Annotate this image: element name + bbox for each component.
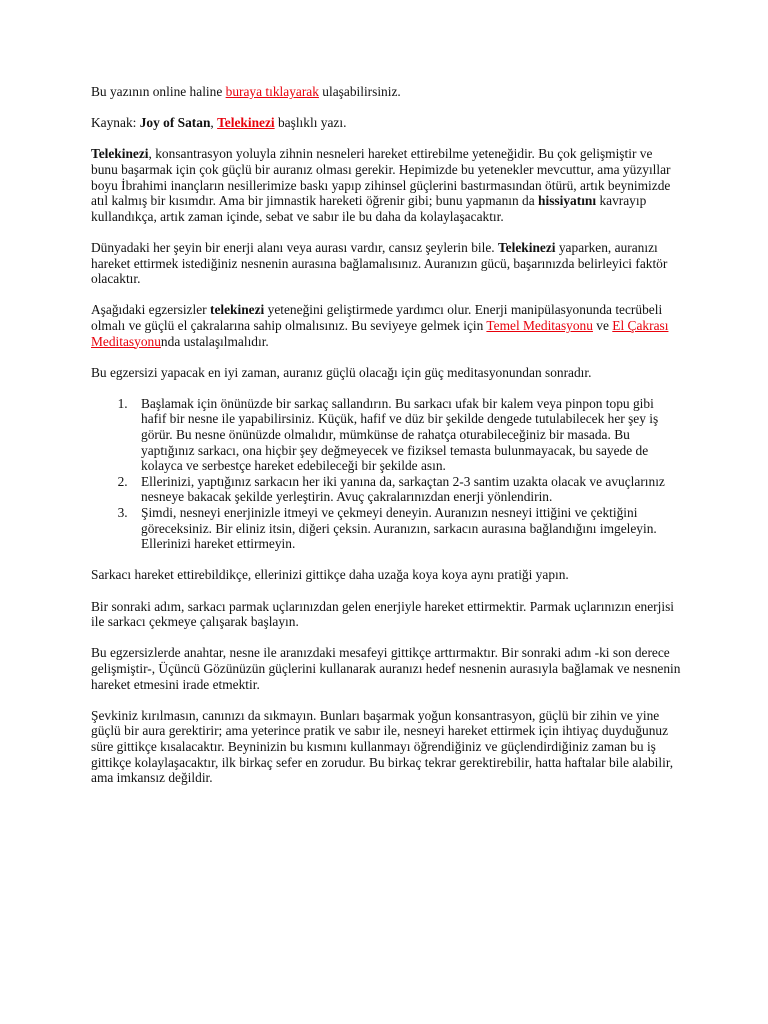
telekinezi-source-link-text: Telekinezi <box>217 115 275 131</box>
exercises-text: Aşağıdaki egzersizler <box>91 302 210 318</box>
steps-list <box>91 396 681 552</box>
term-telekinezi: Telekinezi <box>91 146 149 162</box>
energy-paragraph <box>91 240 681 287</box>
next-step-paragraph: Bir sonraki adım, sarkacı parmak uçlarınızdan gelen enerjiyle hareket ettirmektir. Parmak uçlarınızın enerjisi ile sarkacı çekmeye çalışarak başlayın. <box>91 598 675 630</box>
timing-paragraph: Bu egzersizi yapacak en iyi zaman, auranız güçlü olacağı için güç meditasyonundan sonradır. <box>91 364 592 380</box>
telekinezi-source-link[interactable] <box>217 115 275 130</box>
temel-meditasyonu-link[interactable]: Temel Meditasyonu <box>486 317 593 333</box>
intro-text: Bu yazının online haline <box>91 84 226 99</box>
key-paragraph: Bu egzersizlerde anahtar, nesne ile aranızdaki mesafeyi gittikçe arttırmaktır. Bir sonraki adım -ki son derece gelişmiştir-, Üçüncü Gözünüzün güçlerini kullanarak auranızı hedef nesnenin aurasıyla bağlamak ve nesnenin hareket etmesini irade etmektir. <box>91 645 681 692</box>
list-item: 3. Şimdi, nesneyi enerjinizle itmeyi ve çekmeyi deneyin. Auranızın nesneyi ittiğini ve çektiğini göreceksiniz. Bir eliniz itsin, diğeri çeksin. Auranızın, sarkacın aurasına bağlandığını imgeleyin. Ellerinizi hareket ettirmeyin. <box>131 505 681 552</box>
source-paragraph <box>91 115 681 131</box>
term-hissiyat: hissiyatını <box>538 193 597 209</box>
intro-text-end: ulaşabilirsiniz. <box>318 84 401 99</box>
source-site: Joy of Satan <box>139 115 211 131</box>
energy-text-end: yaparken, auranızı hareket ettirmek istediğiniz nesnenin aurasına bağlamalısınız. Auranızın gücü, başarınızda belirleyici faktör olacaktır. <box>91 239 668 287</box>
source-label: Kaynak: <box>91 115 140 131</box>
list-item: 2. Ellerinizi, yaptığınız sarkacın her iki yanına da, sarkaçtan 2-3 santim uzakta olacak ve avuçlarınız nesneye bakacak şekilde yerleştirin. Avuç çakralarınızdan enerji yönlendirin. <box>131 474 681 505</box>
el-cakrasi-meditasyonu-link[interactable]: El Çakrası Meditasyonu <box>91 317 669 349</box>
document-body <box>91 84 681 801</box>
intro-paragraph <box>91 84 681 100</box>
definition-text-end: kavrayıp kullandıkça, artık zaman içinde, sebat ve sabır ile bu daha da kolaylaşacaktır. <box>91 193 647 224</box>
source-separator: , <box>210 115 218 131</box>
source-text-end: başlıklı yazı. <box>274 115 347 131</box>
list-item: 1. Başlamak için önünüzde bir sarkaç sallandırın. Bu sarkacı ufak bir kalem veya pinpon topu gibi hafif bir nesne ile yapabilirsiniz. Küçük, hafif ve düz bir şekilde dengede tutulabilecek her şey iş görür. Bu nesne önünüzde olmalıdır, mümkünse de rahatça oturabileceğiniz bir masada. Bu yaptığınız sarkacı, ona hiçbir şey değmeyecek ve fiziksel temasta bulunmayacak, bu sayede de kolayca ve serbestçe hareket edebileceği bir şekilde asın. <box>131 396 681 474</box>
definition-text: , konsantrasyon yoluyla zihnin nesneleri hareket ettirebilme yeteneğidir. Bu çok gelişmiştir ve bunu başarmak için çok güçlü bir auranız olması gerekir. Hepimizde bu yetenekler mevcuttur, ama yüzyıllar boyu İbrahimi inançların nesillerimize baskı yapıp zihinsel güçlerini bastırmasından ötürü, artık beynimizde atıl kalmış bir kısımdır. Ama bir jimnastik hareketi öğrenir gibi; bunu yapmanın da <box>91 146 671 209</box>
practice-paragraph: Sarkacı hareket ettirebildikçe, ellerinizi gittikçe daha uzağa koya koya aynı pratiği yapın. <box>91 567 569 583</box>
term-telekinezi-2: Telekinezi <box>497 239 556 255</box>
exercises-text-3: ve <box>592 317 613 333</box>
term-telekinezi-3: telekinezi <box>209 302 265 318</box>
encouragement-paragraph: Şevkiniz kırılmasın, canınızı da sıkmayın. Bunları başarmak yoğun konsantrasyon, güçlü bir zihin ve yine güçlü bir aura gerektirir; ama yeterince pratik ve sabır ile, nesneyi hareket ettirmek için ihtiyaç duyduğunuz süre gittikçe kısalacaktır. Beyninizin bu kısmını kullanmayı öğrendiğiniz ve güçlendirdiğiniz zaman bu iş gittikçe kolaylaşacaktır, ilk birkaç sefer en zorudur. Bu birkaç tekrar gerektirebilir, hatta haftalar bile alabilir, ama imkansız değildir. <box>91 707 674 786</box>
energy-text: Dünyadaki her şeyin bir enerji alanı veya aurası vardır, cansız şeylerin bile. <box>91 239 498 255</box>
exercises-paragraph <box>91 302 681 349</box>
online-version-link[interactable]: buraya tıklayarak <box>225 84 319 99</box>
exercises-text-2: yeteneğini geliştirmede yardımcı olur. Enerji manipülasyonunda tecrübeli olmalı ve güçlü el çakralarına sahip olmalısınız. Bu seviyeye gelmek için <box>91 302 663 333</box>
exercises-text-end: nda ustalaşılmalıdır. <box>160 333 269 349</box>
definition-paragraph <box>91 146 681 224</box>
